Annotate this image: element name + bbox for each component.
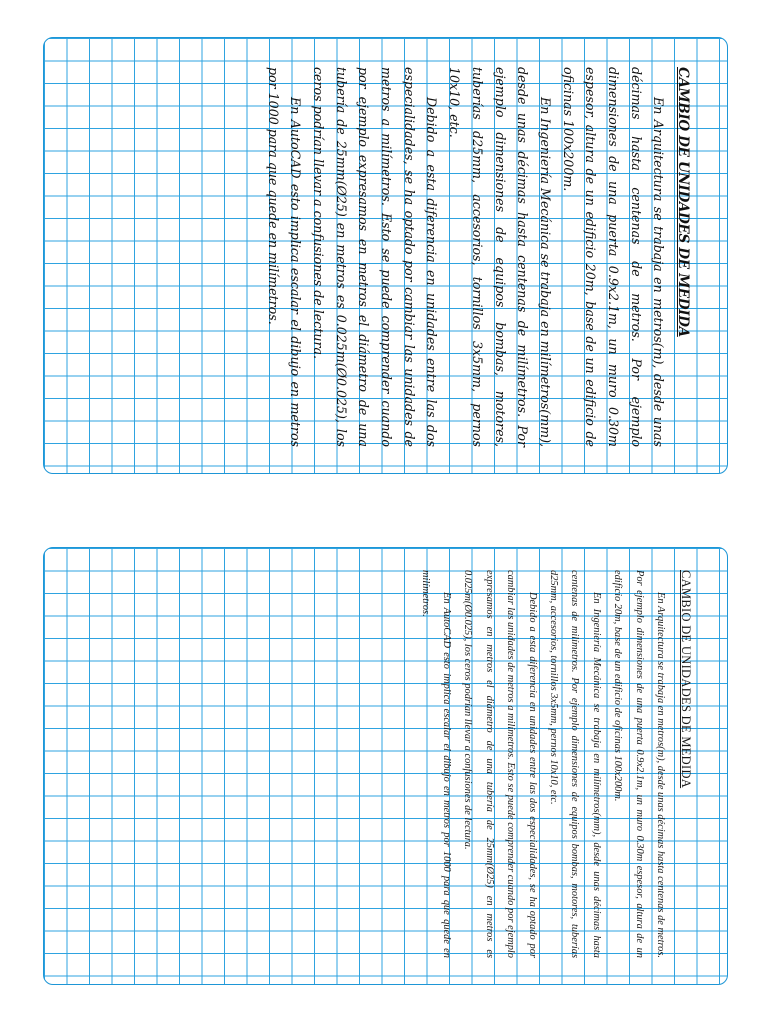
typed-paragraph-1: En Arquitectura se trabaja en metros(m), desde unas décimas hasta centenas de metros. Por ejemplo dimensiones de una puerta 0.9x2.1m, un muro 0.30m espesor, altura de un edificio 20m, base de un edificio de oficinas 100x200m. xyxy=(611,570,666,958)
typed-title: CAMBIO DE UNIDADES DE MEDIDA xyxy=(678,570,693,789)
typed-paragraph-4: En AutoCAD esto implica escalar el dibujo en metros por 1000 para que quede en milímetros. xyxy=(419,570,452,958)
typed-text-block xyxy=(56,556,716,976)
handwritten-paragraph-1: En Arquitectura se trabaja en metros(m), desde unas décimas hasta centenas de metros. Por ejemplo dimensiones de una puerta 0.9x2.1m, un muro 0.30m espesor, altura de un edificio 20m, base de un edificio de oficinas 100x200m. xyxy=(560,66,666,447)
grid-paper-typed xyxy=(43,547,728,985)
handwritten-text-block xyxy=(56,51,716,461)
handwritten-paragraph-3: Debido a esta diferencia en unidades entre las dos especialidades, se ha optado por cambiar las unidades de metros a milímetros. Esto se puede comprender cuando por ejemplo expresamos en metros el diámetro de una tubería de 25mm(Ø25) en metros es 0.025m(Ø0.025), los ceros podrían llevar a confusiones de lectura. xyxy=(310,66,439,447)
grid-paper-handwritten xyxy=(43,37,728,474)
handwritten-paragraph-2: En Ingeniería Mecánica se trabaja en milímetros(mm), desde unas décimas hasta centenas de milímetros. Por ejemplo dimensiones de equipos bombas, motores, tuberías d25mm, accesorios, tornillos 3x5mm, pernos 10x10, etc. xyxy=(446,66,553,447)
handwritten-paragraph-4: En AutoCAD esto implica escalar el dibujo en metros por 1000 para que quede en milímetros. xyxy=(265,66,303,447)
typed-paragraph-3: Debido a esta diferencia en unidades entre las dos especialidades, se ha optado por cambiar las unidades de metros a milímetros. Esto se puede comprender cuando por ejemplo expresamos en metros el diámetro de una tubería de 25mm(Ø25) en metros es 0.025m(Ø0.025), los ceros podrían llevar a confusiones de lectura. xyxy=(461,570,538,958)
typed-paragraph-2: En Ingeniería Mecánica se trabaja en milímetros(mm), desde unas décimas hasta centenas de milímetros. Por ejemplo dimensiones de equipos bombas, motores, tuberías d25mm, accesorios, tornillos 3x5mm, pernos 10x10, etc. xyxy=(547,570,602,958)
handwritten-title: CAMBIO DE UNIDADES DE MEDIDA xyxy=(674,66,691,337)
